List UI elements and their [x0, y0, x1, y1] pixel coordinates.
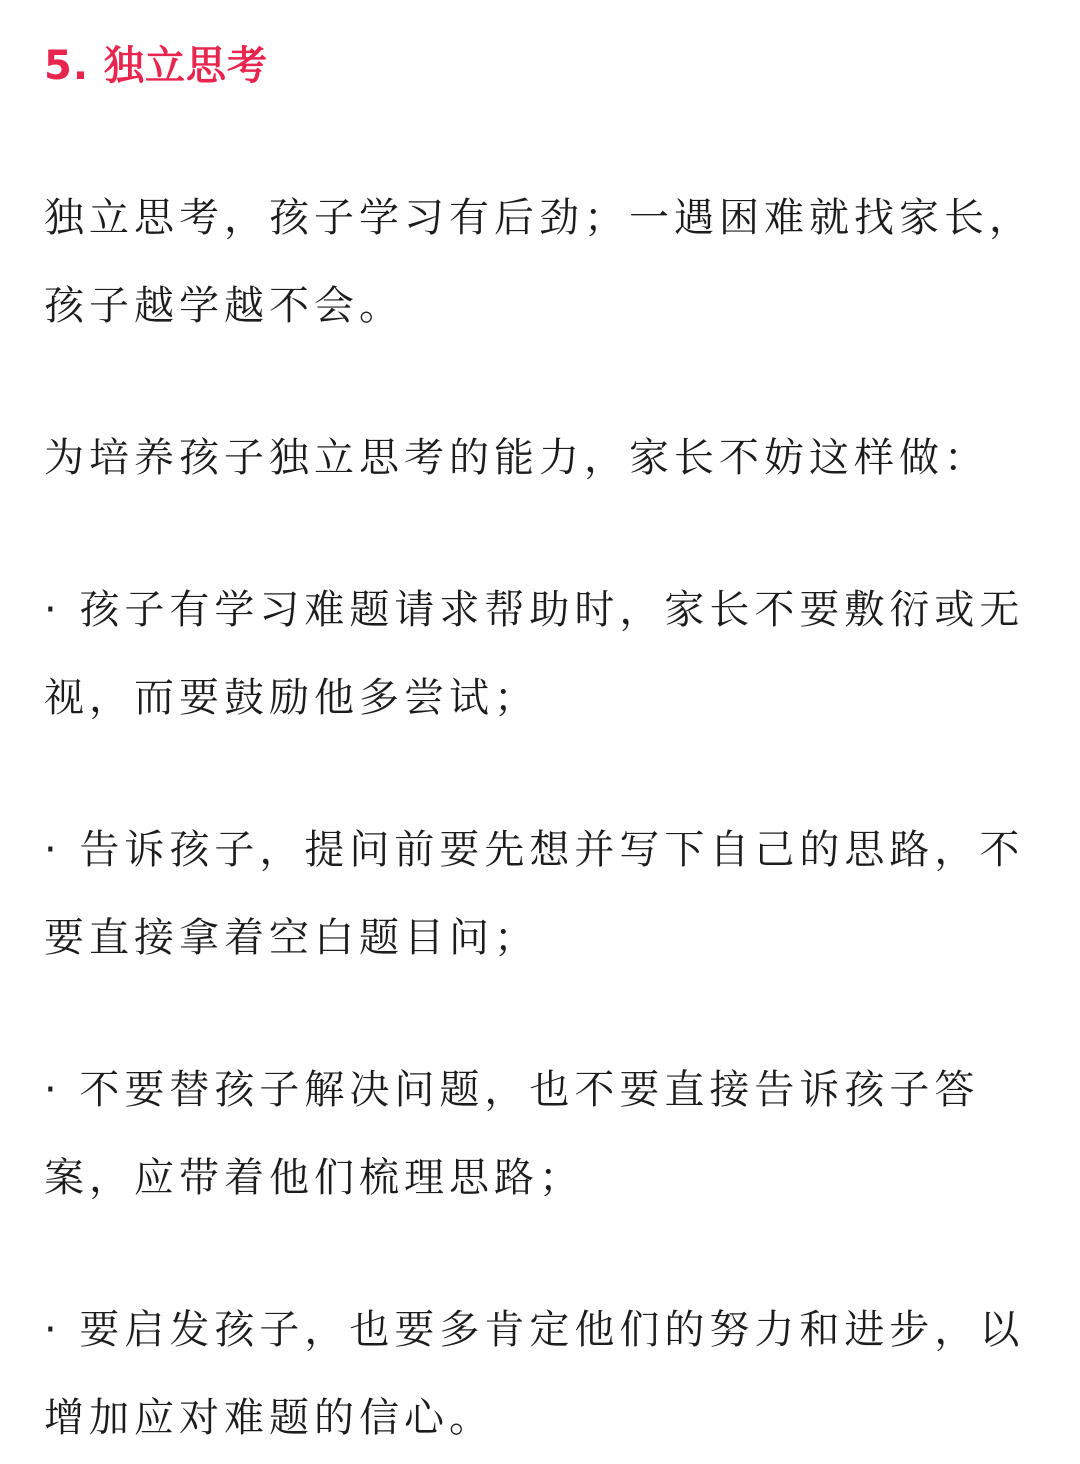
tip-item-4: · 要启发孩子，也要多肯定他们的努力和进步，以增加应对难题的信心。 [44, 1307, 1025, 1441]
tip-item-1: · 孩子有学习难题请求帮助时，家长不要敷衍或无视，而要鼓励他多尝试； [44, 587, 1025, 721]
section-heading: 5. 独立思考 [44, 43, 268, 89]
tip-item-3: · 不要替孩子解决问题，也不要直接告诉孩子答案，应带着他们梳理思路； [44, 1067, 980, 1201]
lead-in-paragraph: 为培养孩子独立思考的能力，家长不妨这样做： [44, 435, 989, 481]
intro-paragraph: 独立思考，孩子学习有后劲；一遇困难就找家长，孩子越学越不会。 [44, 195, 1034, 329]
tip-item-2: · 告诉孩子，提问前要先想并写下自己的思路，不要直接拿着空白题目问； [44, 827, 1025, 961]
